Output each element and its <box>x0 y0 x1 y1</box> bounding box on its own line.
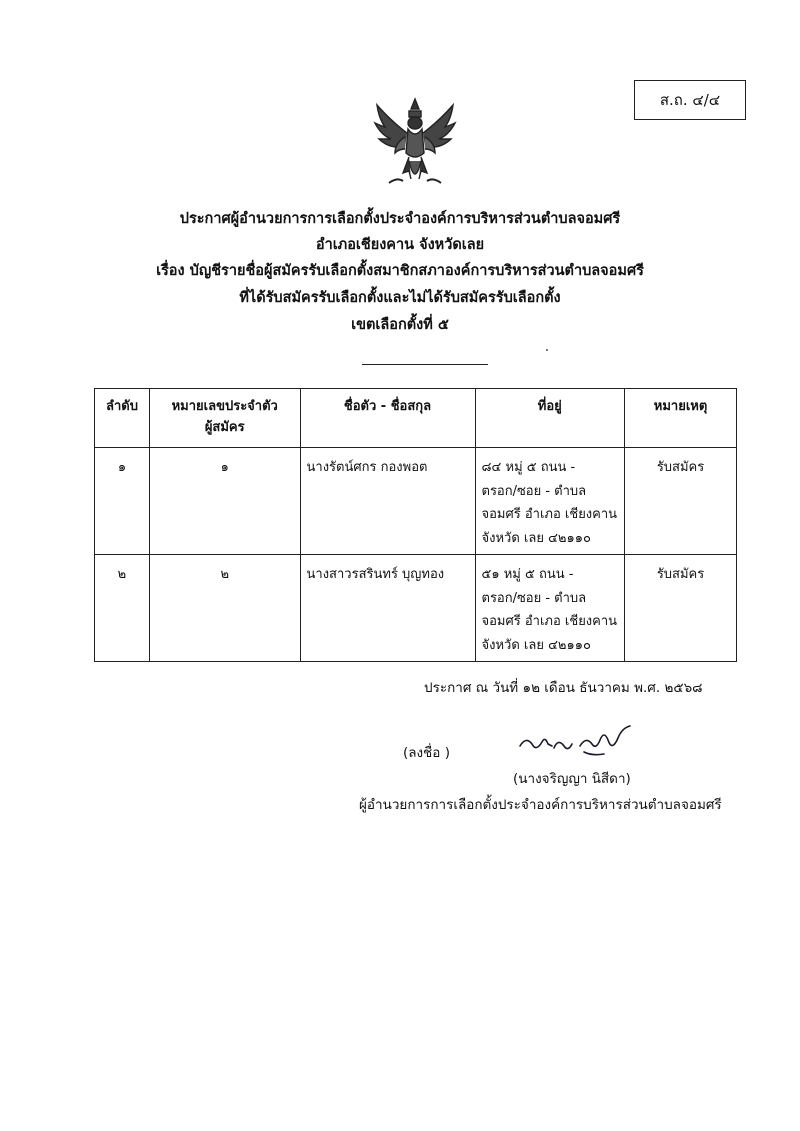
header-address: ที่อยู่ <box>475 389 625 448</box>
cell-candidate-id: ๑ <box>149 448 300 555</box>
cell-note: รับสมัคร <box>625 448 737 555</box>
header-candidate-id <box>149 389 300 448</box>
form-code: ส.ถ. ๔/๔ <box>659 91 721 109</box>
header-line-5: เขตเลือกตั้งที่ ๕ <box>351 317 449 333</box>
address-line: จอมศรี อำเภอ เชียงคาน <box>481 614 618 629</box>
header-name: ชื่อตัว - ชื่อสกุล <box>300 389 475 448</box>
candidate-table <box>94 388 737 662</box>
cell-name: นางรัตน์ศกร กองพอต <box>300 448 475 555</box>
cell-note: รับสมัคร <box>625 555 737 662</box>
announcement-date: ประกาศ ณ วันที่ ๑๒ เดือน ธันวาคม พ.ศ. ๒๕๖๘ <box>424 680 703 696</box>
garuda-emblem-icon <box>369 95 461 193</box>
form-code-box <box>634 80 746 120</box>
header-line-1: ประกาศผู้อำนวยการการเลือกตั้งประจำองค์การบริหารส่วนตำบลจอมศรี <box>179 211 621 227</box>
address-line: ๕๑ หมู่ ๕ ถนน - <box>481 567 574 582</box>
stray-dot <box>546 349 548 351</box>
header-id-line-2: ผู้สมัคร <box>204 420 245 435</box>
address-line: จังหวัด เลย ๔๒๑๑๐ <box>481 637 591 653</box>
header-line-3: เรื่อง บัญชีรายชื่อผู้สมัครรับเลือกตั้งสมาชิกสภาองค์การบริหารส่วนตำบลจอมศรี <box>156 263 644 279</box>
header-line-2: อำเภอเชียงคาน จังหวัดเลย <box>315 237 485 253</box>
cell-candidate-id: ๒ <box>149 555 300 662</box>
table-row <box>95 448 737 555</box>
cell-address <box>475 448 625 555</box>
cell-order: ๒ <box>95 555 150 662</box>
address-line: ๘๔ หมู่ ๕ ถนน - <box>481 460 576 475</box>
header-line-4: ที่ได้รับสมัครรับเลือกตั้งและไม่ได้รับสมัครรับเลือกตั้ง <box>239 290 561 306</box>
address-line: จอมศรี อำเภอ เชียงคาน <box>481 507 618 522</box>
table-row <box>95 555 737 662</box>
header-id-line-1: หมายเลขประจำตัว <box>171 399 278 414</box>
sign-label: (ลงชื่อ ) <box>403 745 450 761</box>
address-line: ตรอก/ซอย - ตำบล <box>481 590 587 606</box>
cell-order: ๑ <box>95 448 150 555</box>
signer-name: (นางจริญญา นิสีดา) <box>513 771 631 787</box>
signature-image <box>512 722 640 764</box>
header-order: ลำดับ <box>95 389 150 448</box>
header-note: หมายเหตุ <box>625 389 737 448</box>
cell-name: นางสาวรสรินทร์ บุญทอง <box>300 555 475 662</box>
signer-title: ผู้อำนวยการการเลือกตั้งประจำองค์การบริหารส่วนตำบลจอมศรี <box>359 797 722 813</box>
address-line: จังหวัด เลย ๔๒๑๑๐ <box>481 530 591 546</box>
table-header-row <box>95 389 737 448</box>
heading-divider <box>362 364 488 365</box>
cell-address <box>475 555 625 662</box>
address-line: ตรอก/ซอย - ตำบล <box>481 483 587 499</box>
